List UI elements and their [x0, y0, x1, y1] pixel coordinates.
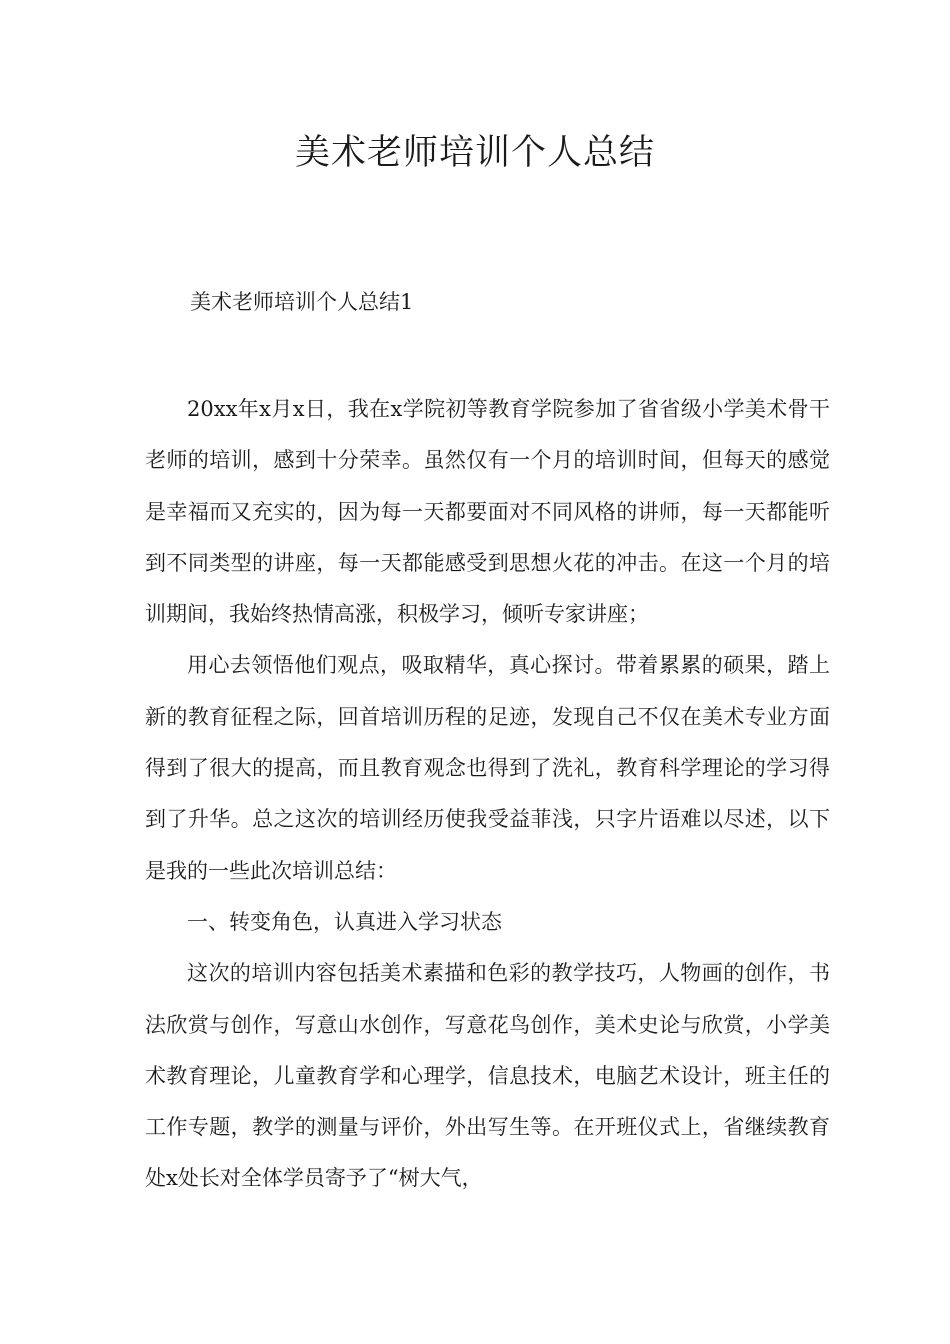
section-heading: 美术老师培训个人总结1 — [190, 290, 414, 314]
document-body — [145, 384, 830, 1205]
paragraph: 这次的培训内容包括美术素描和色彩的教学技巧，人物画的创作，书法欣赏与创作，写意山水创作，写意花鸟创作，美术史论与欣赏，小学美术教育理论，儿童教育学和心理学，信息技术，电脑艺术设计，班主任的工作专题，教学的测量与评价，外出写生等。在开班仪式上，省继续教育处x处长对全体学员寄予了“树大气， — [145, 961, 830, 1191]
document-title: 美术老师培训个人总结 — [294, 133, 655, 173]
paragraph: 用心去领悟他们观点，吸取精华，真心探讨。带着累累的硕果，踏上新的教育征程之际，回首培训历程的足迹，发现自己不仅在美术专业方面得到了很大的提高，而且教育观念也得到了洗礼，教育科学理论的学习得到了升华。总之这次的培训经历使我受益菲浅，只字片语难以尽述，以下是我的一些此次培训总结： — [145, 653, 830, 883]
paragraph: 20xx年x月x日，我在x学院初等教育学院参加了省省级小学美术骨干老师的培训，感到十分荣幸。虽然仅有一个月的培训时间，但每天的感觉是幸福而又充实的，因为每一天都要面对不同风格的讲师，每一天都能听到不同类型的讲座，每一天都能感受到思想火花的冲击。在这一个月的培训期间，我始终热情高涨，积极学习，倾听专家讲座； — [145, 397, 830, 627]
subheading-paragraph: 一、转变角色，认真进入学习状态 — [187, 909, 502, 934]
